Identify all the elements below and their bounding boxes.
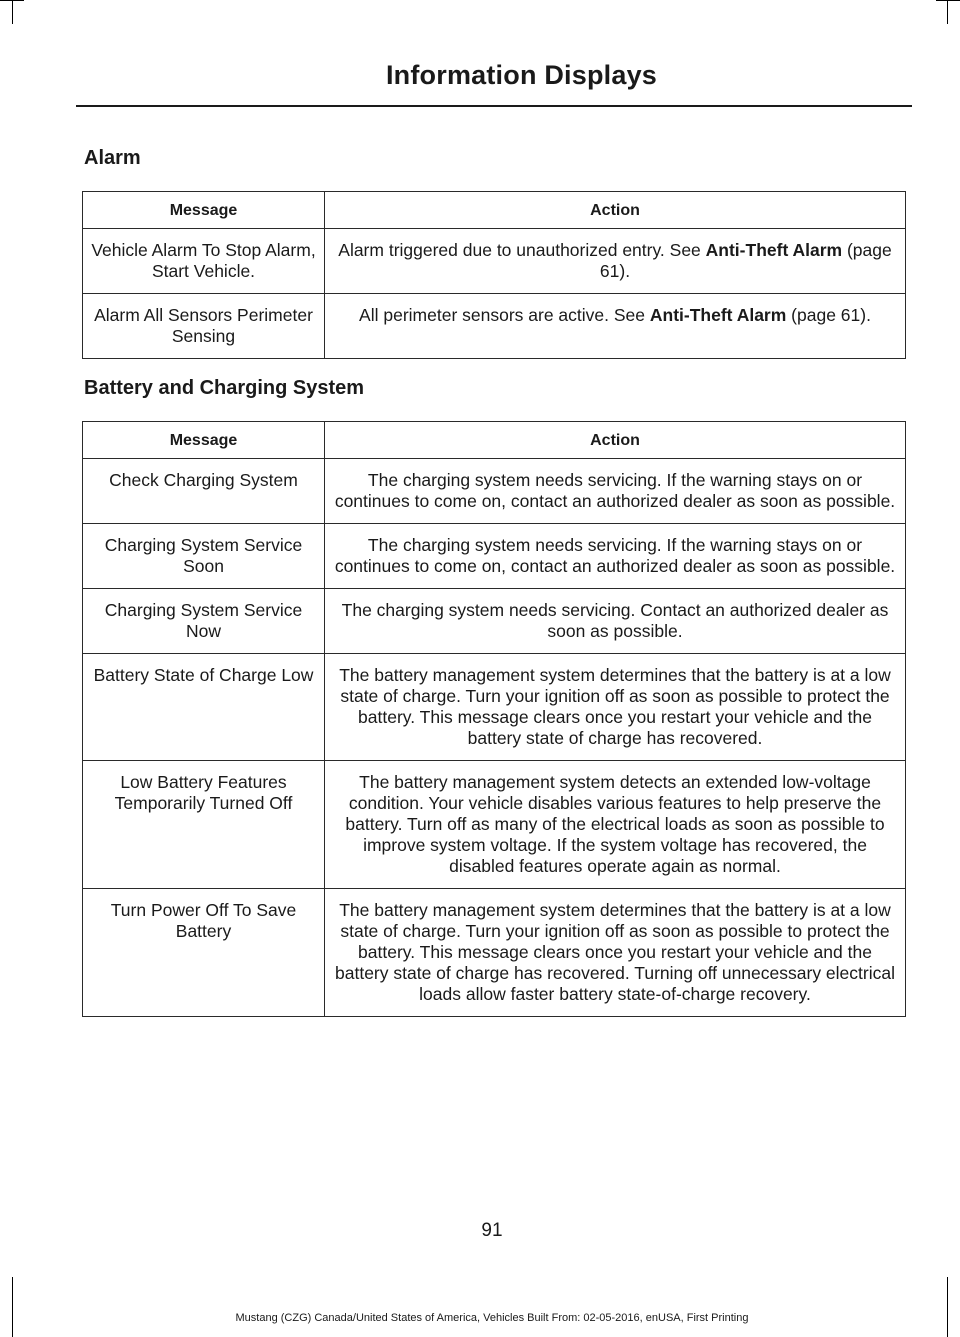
section-heading-battery: Battery and Charging System (84, 377, 365, 399)
message-cell: Battery State of Charge Low (83, 654, 325, 761)
page-reference: (page 61). (599, 240, 892, 281)
action-cell: The charging system needs servicing. Contact an authorized dealer as soon as possible. (325, 589, 906, 654)
cross-reference-link[interactable]: Anti-Theft Alarm (649, 305, 787, 325)
battery-charging-table (82, 421, 906, 1017)
message-cell: Vehicle Alarm To Stop Alarm, Start Vehicle. (83, 229, 325, 294)
message-cell: Check Charging System (83, 459, 325, 524)
message-cell: Charging System Service Soon (83, 524, 325, 589)
table-row (83, 654, 906, 761)
table-header-row (83, 192, 906, 229)
action-cell (325, 294, 906, 359)
column-header-message: Message (83, 192, 325, 229)
action-cell: The battery management system determines that the battery is at a low state of charge. Turn your ignition off as soon as possible to protect the battery. This message clears once you restart your vehicle and the battery state of charge has recovered. Turning off unnecessary electrical loads allow faster battery state-of-charge recovery. (325, 889, 906, 1017)
crop-mark (936, 0, 960, 1)
crop-mark (947, 1277, 948, 1337)
column-header-message: Message (83, 422, 325, 459)
message-cell: Low Battery Features Temporarily Turned Off (83, 761, 325, 889)
page-title: Information Displays (385, 60, 657, 90)
table-row (83, 524, 906, 589)
message-cell: Charging System Service Now (83, 589, 325, 654)
action-cell: The battery management system determines that the battery is at a low state of charge. Turn your ignition off as soon as possible to protect the battery. This message clears once you restart your vehicle and the battery state of charge has recovered. (325, 654, 906, 761)
crop-mark (947, 0, 948, 24)
table-row (83, 229, 906, 294)
table-row (83, 459, 906, 524)
table-header-row (83, 422, 906, 459)
header-divider (76, 105, 912, 107)
table-row (83, 761, 906, 889)
crop-mark (12, 0, 13, 24)
page-reference: (page 61). (786, 305, 871, 325)
action-cell: The battery management system detects an extended low-voltage condition. Your vehicle disables various features to help preserve the battery. Turn off as many of the electrical loads as soon as possible to improve system voltage. If the system voltage has recovered, the disabled features operate again as normal. (325, 761, 906, 889)
action-text: All perimeter sensors are active. See (359, 305, 650, 325)
table-row (83, 589, 906, 654)
section-heading-alarm: Alarm (84, 147, 141, 169)
crop-mark (12, 1277, 13, 1337)
footer-text: Mustang (CZG) Canada/United States of America, Vehicles Built From: 02-05-2016, enUSA, First Printing (235, 1312, 749, 1324)
action-cell (325, 229, 906, 294)
alarm-table (82, 191, 906, 359)
table-row (83, 294, 906, 359)
page-number: 91 (481, 1220, 503, 1241)
action-text: Alarm triggered due to unauthorized entry. See (338, 240, 706, 260)
cross-reference-link[interactable]: Anti-Theft Alarm (705, 240, 843, 260)
message-cell: Turn Power Off To Save Battery (83, 889, 325, 1017)
column-header-action: Action (325, 422, 906, 459)
action-cell: The charging system needs servicing. If the warning stays on or continues to come on, contact an authorized dealer as soon as possible. (325, 524, 906, 589)
table-row (83, 889, 906, 1017)
action-cell: The charging system needs servicing. If the warning stays on or continues to come on, contact an authorized dealer as soon as possible. (325, 459, 906, 524)
column-header-action: Action (325, 192, 906, 229)
message-cell: Alarm All Sensors Perimeter Sensing (83, 294, 325, 359)
